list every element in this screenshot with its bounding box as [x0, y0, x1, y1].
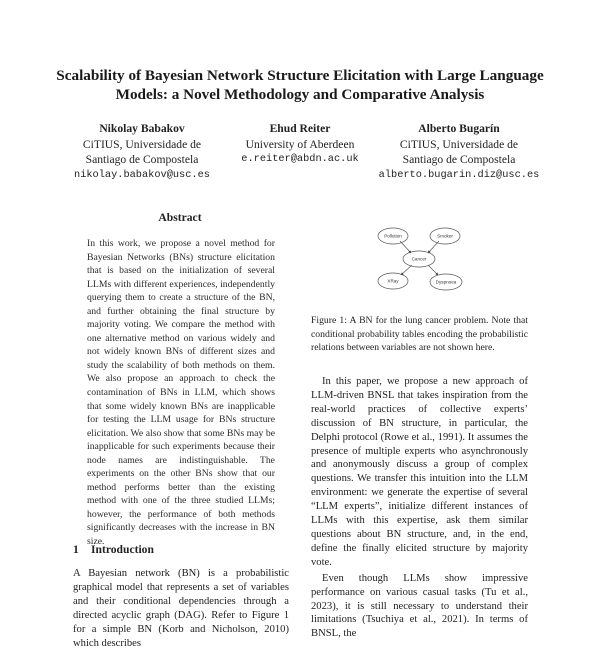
svg-text:Cancer: Cancer	[411, 256, 427, 262]
paragraph-text: In this paper, we propose a new approach of LLM-driven BNSL that takes inspiration from the real-world practices of collective experts’ discussion of BN structure, in particular, the Delphi protocol (Rowe et al., 1991). It assumes the presence of multiple experts who asynchronously and anonymously discuss a group of complex questions. We transfer this intuition into the LLM environment: we generate the expertise of several “LLM experts”, initialize different instances of LLMs with this expertise, ask them similar questions about BN structure, and, in the end, define the finally elicited structure by majority vote.	[311, 376, 528, 568]
figure-caption: Figure 1: A BN for the lung cancer problem. Note that conditional probability tables encoding the probabilistic relations between variables are not shown here.	[311, 315, 528, 353]
svg-text:Smoker: Smoker	[437, 233, 453, 239]
author-affiliation: CiTIUS, Universidade de	[82, 137, 202, 151]
author-block-1	[57, 121, 227, 183]
author-affiliation: University of Aberdeen	[245, 137, 355, 151]
abstract-text: In this work, we propose a novel method for Bayesian Networks (BNs) structure elicitation that is based on the initialization of several LLMs with different experiences, independently querying them to create a structure of the BN, and further obtaining the final structure by majority voting. We compare the method with one alternative method on various widely and not widely known BNs of different sizes and study the scalability of both methods on them. We also propose an approach to check the contamination of BNs in LLM, which shows that some widely known BNs are inapplicable for testing the LLM usage for BNs structure elicitation. We also show that some BNs may be inapplicable for such experiments because their node names are indistinguishable. The experiments on the other BNs show that our method performs better than the existing method with one of the three studied LLMs; however, the performance of both methods significantly decreases with the increase in BN size.	[87, 238, 275, 548]
section-heading-introduction	[73, 543, 154, 556]
author-email[interactable]: e.reiter@abdn.ac.uk	[241, 153, 359, 165]
paper-title: Scalability of Bayesian Network Structure Elicitation with Large Language Models: a Novel Methodology and Comparative Analysis	[56, 67, 544, 103]
author-block-2	[215, 121, 385, 168]
paragraph-text: Even though LLMs show impressive performance on various casual tasks (Tu et al., 2023), it is still necessary to understand their limitations (Tsuchiya et al., 2021). In terms of BNSL, the	[311, 572, 528, 640]
author-name: Alberto Bugarín	[418, 122, 500, 135]
intro-paragraph: A Bayesian network (BN) is a probabilistic graphical model that represents a set of variables and their conditional dependencies through a directed acyclic graph (DAG). Refer to Figure 1 for a simple BN (Korb and Nicholson, 2010) which describes	[73, 568, 289, 649]
body-paragraph-1	[311, 375, 528, 641]
svg-text:Dyspnoea: Dyspnoea	[435, 279, 457, 285]
author-email[interactable]: alberto.bugarin.diz@usc.es	[378, 168, 540, 181]
author-affiliation: Santiago de Compostela	[402, 153, 516, 166]
author-affiliation: CiTIUS, Universidade de	[399, 137, 519, 151]
author-name: Ehud Reiter	[269, 122, 331, 135]
author-block-3	[369, 121, 549, 183]
svg-text:XRay: XRay	[387, 278, 399, 284]
section-number: 1	[73, 543, 79, 556]
figure-bn-diagram	[360, 218, 480, 298]
section-title: Introduction	[91, 543, 154, 556]
author-email[interactable]: nikolay.babakov@usc.es	[74, 168, 210, 181]
author-name: Nikolay Babakov	[99, 122, 185, 135]
author-affiliation: Santiago de Compostela	[85, 153, 199, 166]
svg-text:Pollution: Pollution	[384, 233, 402, 239]
abstract-heading: Abstract	[158, 211, 202, 224]
